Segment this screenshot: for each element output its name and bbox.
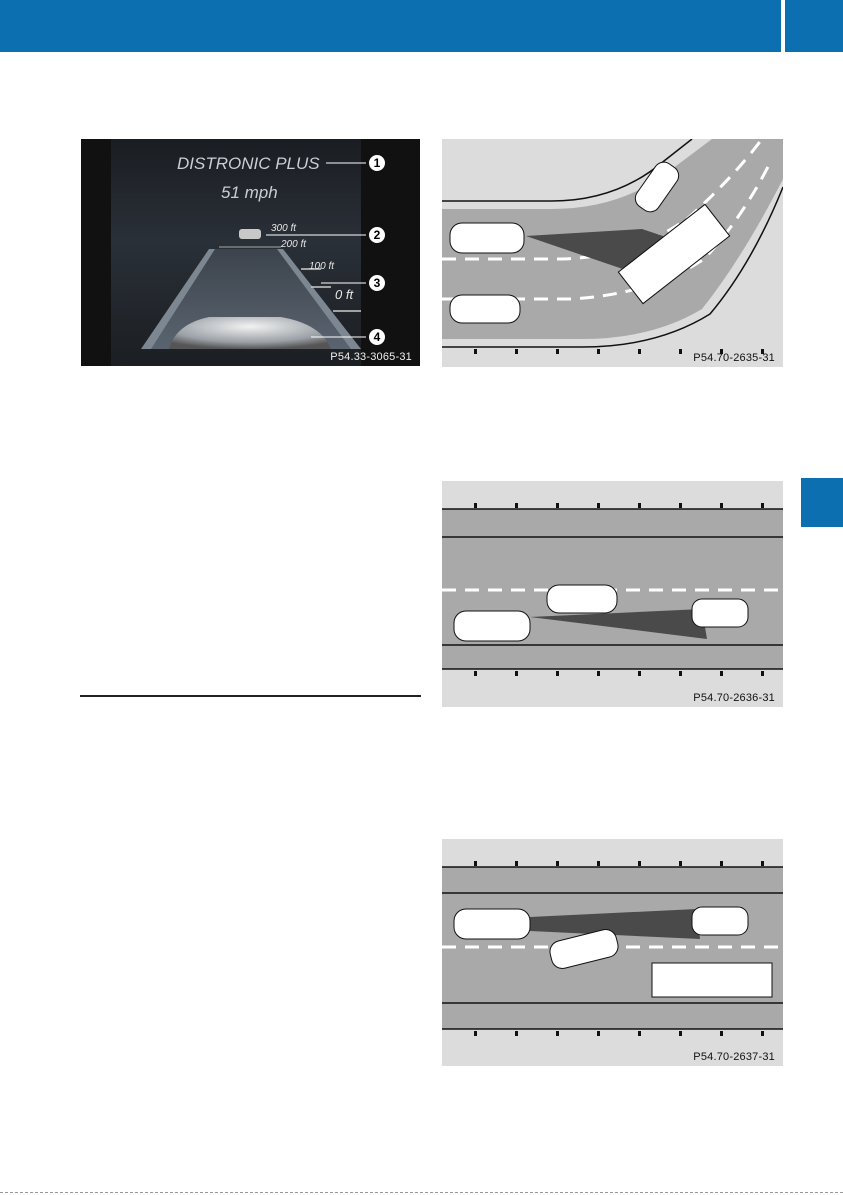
shoulder-post <box>515 1031 518 1036</box>
shoulder-post <box>679 503 682 508</box>
shoulder-post <box>720 1031 723 1036</box>
shoulder-post <box>761 861 764 866</box>
curve-road-figure <box>442 139 783 367</box>
shoulder-post <box>679 349 682 354</box>
distance-label-0: 0 ft <box>335 287 354 302</box>
shoulder-post <box>556 503 559 508</box>
shoulder-post <box>638 349 641 354</box>
shoulder-post <box>556 861 559 866</box>
shoulder-post <box>597 861 600 866</box>
shoulder-post <box>556 1031 559 1036</box>
shoulder-post <box>515 503 518 508</box>
straight-road-figure-1 <box>442 481 783 707</box>
figure-reference: P54.33-3065-31 <box>330 351 412 363</box>
header-divider <box>781 0 785 52</box>
distronic-display-figure <box>81 139 420 366</box>
shoulder-post <box>761 671 764 676</box>
shoulder-post <box>474 1031 477 1036</box>
shoulder-post <box>597 503 600 508</box>
shoulder-post <box>679 671 682 676</box>
shoulder-post <box>638 503 641 508</box>
curve-graphic <box>442 139 783 367</box>
shoulder-post <box>556 349 559 354</box>
figure-reference: P54.70-2637-31 <box>693 1051 775 1063</box>
shoulder-post <box>515 671 518 676</box>
shoulder-post <box>597 671 600 676</box>
callout-4: 4 <box>367 327 387 347</box>
shoulder-post <box>761 1031 764 1036</box>
header-bar <box>0 0 843 52</box>
set-speed: 51 mph <box>221 183 278 202</box>
chapter-tab <box>801 478 843 527</box>
system-name: DISTRONIC PLUS <box>177 154 320 173</box>
shoulder-post <box>474 861 477 866</box>
shoulder-post <box>638 1031 641 1036</box>
shoulder-post <box>515 861 518 866</box>
page-bottom-rule <box>0 1192 843 1193</box>
figure-reference: P54.70-2635-31 <box>693 352 775 364</box>
shoulder-post <box>515 349 518 354</box>
shoulder-post <box>761 503 764 508</box>
shoulder-post <box>638 861 641 866</box>
callout-3: 3 <box>367 273 387 293</box>
shoulder-post <box>474 671 477 676</box>
shoulder-post <box>679 1031 682 1036</box>
straight-graphic-1 <box>442 481 783 707</box>
callout-1: 1 <box>367 153 387 173</box>
shoulder-post <box>597 349 600 354</box>
shoulder-post <box>720 671 723 676</box>
straight-road-figure-2 <box>442 839 783 1066</box>
distance-label-300: 300 ft <box>271 223 297 234</box>
distance-label-100: 100 ft <box>309 261 335 272</box>
shoulder-post <box>720 503 723 508</box>
distance-label-200: 200 ft <box>281 239 307 250</box>
shoulder-post <box>474 349 477 354</box>
figure-reference: P54.70-2636-31 <box>693 692 775 704</box>
shoulder-post <box>556 671 559 676</box>
shoulder-post <box>720 861 723 866</box>
shoulder-post <box>597 1031 600 1036</box>
shoulder-post <box>679 861 682 866</box>
straight-graphic-2 <box>442 839 783 1066</box>
section-rule <box>80 695 421 697</box>
callout-2: 2 <box>367 225 387 245</box>
shoulder-post <box>638 671 641 676</box>
shoulder-post <box>474 503 477 508</box>
